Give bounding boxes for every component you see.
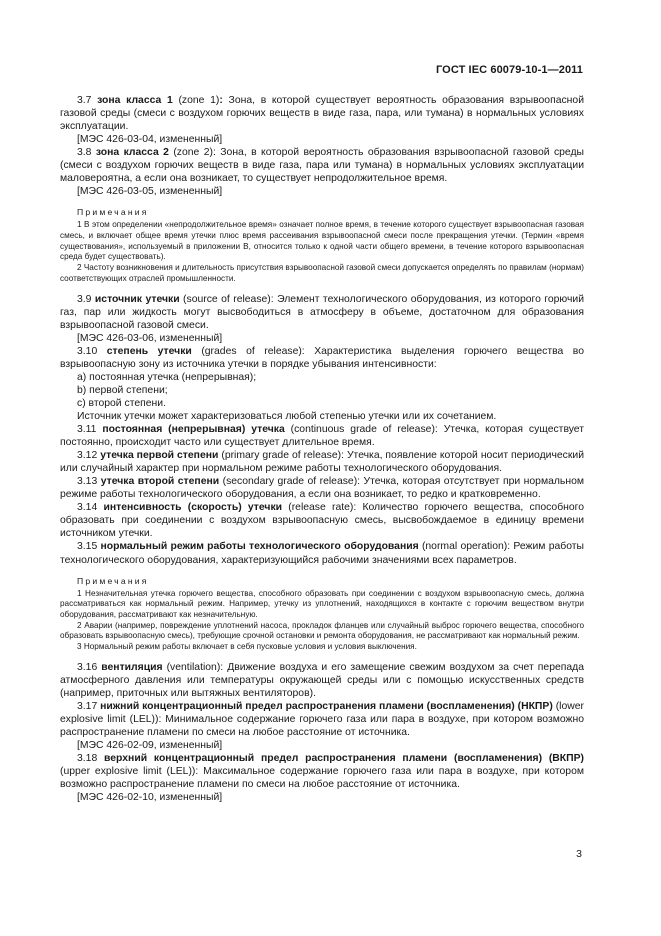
clause-number: 3.13 bbox=[77, 476, 98, 488]
notes-title: Примечания bbox=[77, 575, 149, 586]
clause-term: источник утечки bbox=[94, 293, 180, 305]
clause-term: постоянная (непрерывная) утечка bbox=[102, 424, 285, 436]
page-number: 3 bbox=[576, 848, 582, 860]
clause-text: (continuous grade of release): Утечка, которая существует постоянно, происходит часто или существует длительное время. bbox=[60, 424, 585, 449]
note-item: 3 Нормальный режим работы включает в себя пусковые условия и условия выключения. bbox=[77, 642, 417, 652]
clause-text: (primary grade of release): Утечка, появление которой носит периодический или случайный характер при нормальном режиме работы технологического оборудования. bbox=[60, 450, 584, 475]
clause-text: (normal operation): Режим работы технологического оборудования, характеризующийся рабочими значениями всех параметров. bbox=[60, 541, 584, 566]
list-item: c) второй степени. bbox=[77, 397, 166, 409]
clause-text: (release rate): Количество горючего вещества, способного образовать при соединении с воздухом взрывоопасную смесь, высвобождаемое в единицу времени источником утечки. bbox=[60, 502, 585, 540]
clause-3-16 bbox=[60, 661, 584, 700]
list-item: a) постоянная утечка (непрерывная); bbox=[77, 371, 257, 383]
clause-text: (source of release): Элемент технологического оборудования, из которого горючий газ, пар или жидкость могут высвободиться в атмосферу в объеме, достаточном для образования взрывоопасной газовой смеси. bbox=[60, 293, 585, 331]
clause-term: степень утечки bbox=[106, 345, 192, 357]
clause-reference: [МЭС 426-03-05, измененный] bbox=[77, 186, 223, 198]
clause-3-12 bbox=[60, 449, 584, 475]
clause-colon: : bbox=[219, 95, 223, 106]
clause-term-en: (zone 1) bbox=[178, 95, 220, 106]
clause-text: (upper explosive limit (LEL)): Максимальное содержание горючего газа или пара в воздухе, при котором возможно распространение пламени по смеси на любое расстояние от источника. bbox=[60, 766, 584, 791]
clause-term: вентиляция bbox=[101, 661, 163, 673]
clause-term: нижний концентрационный предел распространения пламени (воспламенения) (НКПР) bbox=[100, 700, 553, 712]
note-item: 1 В этом определении «непродолжительное время» означает полное время, в течение которого существует взрывоопасная газовая смесь, и включает общее время утечки плюс время рассеивания взрывоопасной смеси после прекращения утечки. (Термин «время существования», используемый в приложении В, относится только к одной части общего времени, в течение которого взрывоопасная среда будет существовать). bbox=[60, 220, 584, 262]
clause-text: Зона, в которой существует вероятность образования взрывоопасной газовой среды (смеси с воздухом горючих веществ в виде газа, пара, или тумана) в нормальных условиях эксплуатации. bbox=[60, 95, 585, 133]
clause-number: 3.8 bbox=[77, 147, 92, 159]
clause-term: зона класса 2 bbox=[95, 147, 169, 159]
clause-number: 3.14 bbox=[77, 502, 98, 514]
clause-reference: [МЭС 426-02-09, измененный] bbox=[77, 740, 223, 752]
clause-term: зона класса 1 bbox=[97, 95, 173, 106]
clause-reference: [МЭС 426-03-06, измененный] bbox=[77, 332, 223, 344]
document-header: ГОСТ IEC 60079-10-1—2011 bbox=[435, 64, 583, 76]
list-item: b) первой степени; bbox=[77, 384, 168, 396]
clause-number: 3.17 bbox=[77, 700, 98, 712]
note-item: 2 Аварии (например, повреждение уплотнений насоса, прокладок фланцев или случайный выброс горючего вещества, способного образовать взрывоопасную смесь), требующие срочной остановки и ремонта оборудования, не рассматривают как нормальный режим. bbox=[60, 620, 584, 641]
clause-3-13 bbox=[60, 475, 584, 501]
clause-number: 3.12 bbox=[77, 450, 98, 462]
clause-reference: [МЭС 426-02-10, измененный] bbox=[77, 792, 223, 804]
clause-text: (lower explosive limit (LEL)): Минимальное содержание горючего газа или пара в воздухе, при котором возможно распространение пламени по смеси на любое расстояние от источника. bbox=[60, 700, 584, 739]
clause-text: (secondary grade of release): Утечка, которая отсутствует при нормальном режиме работы технологического оборудования, а если она возникает, то редко и кратковременно. bbox=[60, 476, 585, 501]
clause-number: 3.10 bbox=[77, 345, 98, 357]
notes-block bbox=[60, 207, 584, 284]
clause-tail: Источник утечки может характеризоваться любой степенью утечки или их сочетанием. bbox=[77, 411, 497, 423]
clause-3-18 bbox=[60, 752, 584, 791]
notes-block bbox=[60, 576, 584, 653]
clause-term-en: (zone 2): bbox=[173, 147, 216, 159]
clause-text: (ventilation): Движение воздуха и его замещение свежим воздухом за счет перепада атмосферного давления или температуры окружающей среды или с помощью искусственных средств (например, приточных или вытяжных вентиляторов). bbox=[60, 661, 584, 699]
clause-reference: [МЭС 426-03-04, измененный] bbox=[77, 134, 223, 146]
document-body bbox=[60, 94, 584, 804]
clause-number: 3.11 bbox=[77, 424, 97, 436]
clause-3-9 bbox=[60, 293, 584, 332]
clause-3-8 bbox=[60, 146, 584, 185]
clause-term: нормальный режим работы технологического оборудования bbox=[100, 541, 419, 553]
clause-text: Зона, в которой вероятность образования взрывоопасной газовой среды (смеси с воздухом горючих веществ в виде газа, пара или тумана) в нормальных условиях эксплуатации маловероятна, а если она возникает, то существует непродолжительное время. bbox=[60, 147, 584, 185]
clause-3-14 bbox=[60, 501, 584, 540]
note-item: 2 Частоту возникновения и длительность присутствия взрывоопасной газовой смеси допускается определять по правилам (нормам) соответствующих отраслей промышленности. bbox=[60, 263, 584, 283]
note-item: 1 Незначительная утечка горючего вещества, способного образовать при соединении с воздухом взрывоопасную смесь, должна рассматриваться как нормальный режим. Например, утечку из уплотнений, находящихся в контакте с горючим веществом внутри оборудования, рассматривают как незначительную. bbox=[60, 588, 584, 619]
clause-3-7 bbox=[60, 94, 584, 133]
clause-3-11 bbox=[60, 423, 584, 449]
notes-title: Примечания bbox=[77, 207, 149, 218]
clause-term: верхний концентрационный предел распространения пламени (воспламенения) (ВКПР) bbox=[104, 753, 584, 765]
clause-number: 3.18 bbox=[77, 753, 98, 765]
clause-3-15 bbox=[60, 540, 584, 566]
clause-3-17 bbox=[60, 700, 584, 739]
clause-number: 3.15 bbox=[77, 541, 98, 553]
clause-3-10 bbox=[60, 345, 584, 371]
clause-text: (grades of release): Характеристика выделения горючего вещества во взрывоопасную зону из источника утечки в порядке убывания интенсивности: bbox=[60, 345, 584, 370]
clause-number: 3.7 bbox=[77, 95, 92, 106]
clause-term: утечка второй степени bbox=[100, 476, 220, 488]
clause-term: утечка первой степени bbox=[100, 450, 219, 462]
clause-term: интенсивность (скорость) утечки bbox=[103, 502, 283, 514]
clause-number: 3.9 bbox=[77, 293, 92, 305]
clause-number: 3.16 bbox=[77, 661, 98, 673]
